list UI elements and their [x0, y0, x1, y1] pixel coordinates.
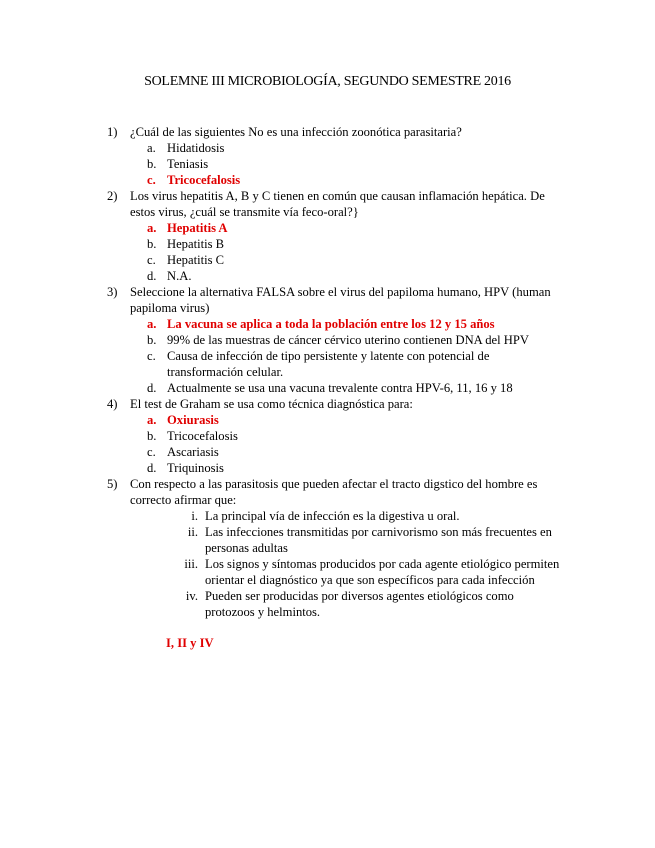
option-letter: c.	[147, 349, 156, 363]
statement-numeral: ii.	[187, 525, 198, 539]
option-text: Teniasis	[167, 157, 209, 171]
option-letter: c.	[147, 253, 156, 267]
option-text: Hepatitis C	[167, 253, 225, 267]
option-3d	[0, 380, 562, 396]
question-number: 1)	[107, 125, 118, 139]
option-2b	[0, 236, 562, 252]
question-2	[0, 188, 560, 220]
option-letter: a.	[147, 141, 156, 155]
option-letter: d.	[147, 269, 157, 283]
question-number: 5)	[107, 477, 118, 491]
option-3c	[0, 348, 562, 380]
option-letter: b.	[147, 429, 157, 443]
statement-text: Pueden ser producidas por diversos agentes etiológicos como protozoos y helmintos.	[205, 589, 514, 619]
option-text: Hidatidosis	[167, 141, 225, 155]
option-letter: b.	[147, 157, 157, 171]
question-list	[0, 124, 655, 651]
question-3	[0, 284, 560, 316]
option-text: Triquinosis	[167, 461, 224, 475]
option-4d	[0, 460, 562, 476]
option-letter: a.	[147, 413, 157, 427]
question-1	[0, 124, 560, 140]
option-text: Oxiurasis	[167, 413, 219, 427]
option-letter: b.	[147, 333, 157, 347]
option-text: Hepatitis A	[167, 221, 228, 235]
option-4b	[0, 428, 562, 444]
statement-numeral: i.	[191, 509, 198, 523]
question-text: Seleccione la alternativa FALSA sobre el virus del papiloma humano, HPV (human papiloma virus)	[130, 285, 551, 315]
statement-iii	[0, 556, 560, 588]
option-text: Ascariasis	[167, 445, 219, 459]
option-2c	[0, 252, 562, 268]
option-text: Tricocefalosis	[167, 429, 238, 443]
option-text: La vacuna se aplica a toda la población entre los 12 y 15 años	[167, 317, 495, 331]
option-4c	[0, 444, 562, 460]
option-text: Causa de infección de tipo persistente y latente con potencial de transformación celular.	[167, 349, 490, 379]
statement-text: Las infecciones transmitidas por carnivorismo son más frecuentes en personas adultas	[205, 525, 552, 555]
statement-i	[0, 508, 560, 524]
statement-text: La principal vía de infección es la digestiva u oral.	[205, 509, 460, 523]
option-text: N.A.	[167, 269, 192, 283]
question-number: 4)	[107, 397, 118, 411]
option-letter: a.	[147, 221, 157, 235]
statement-numeral: iv.	[185, 589, 198, 603]
option-1c-correct	[0, 172, 562, 188]
question-number: 2)	[107, 189, 118, 203]
option-2a-correct	[0, 220, 562, 236]
option-text: Hepatitis B	[167, 237, 225, 251]
option-letter: a.	[147, 317, 157, 331]
statement-numeral: iii.	[184, 557, 198, 571]
page-title: SOLEMNE III MICROBIOLOGÍA, SEGUNDO SEMESTRE 2016	[144, 74, 511, 89]
option-letter: d.	[147, 381, 157, 395]
option-2d	[0, 268, 562, 284]
statement-ii	[0, 524, 560, 556]
option-text: Actualmente se usa una vacuna trevalente contra HPV-6, 11, 16 y 18	[167, 381, 513, 395]
question-text: Los virus hepatitis A, B y C tienen en común que causan inflamación hepática. De estos virus, ¿cuál se transmite vía feco-oral?}	[130, 189, 545, 219]
option-text: Tricocefalosis	[167, 173, 241, 187]
option-4a-correct	[0, 412, 562, 428]
option-3a-correct	[0, 316, 562, 332]
option-text: 99% de las muestras de cáncer cérvico uterino contienen DNA del HPV	[167, 333, 529, 347]
question-text: ¿Cuál de las siguientes No es una infección zoonótica parasitaria?	[130, 125, 462, 139]
statement-text: Los signos y síntomas producidos por cada agente etiológico permiten orientar el diagnóstico ya que son específicos para cada infección	[205, 557, 560, 587]
question-4	[0, 396, 560, 412]
statement-iv	[0, 588, 560, 620]
option-letter: b.	[147, 237, 157, 251]
option-letter: c.	[147, 173, 156, 187]
option-3b	[0, 332, 562, 348]
question-text: Con respecto a las parasitosis que pueden afectar el tracto digstico del hombre es correcto afirmar que:	[130, 477, 538, 507]
question-text: El test de Graham se usa como técnica diagnóstica para:	[130, 397, 413, 411]
question-number: 3)	[107, 285, 118, 299]
option-1b	[0, 156, 562, 172]
option-letter: c.	[147, 445, 156, 459]
option-letter: d.	[147, 461, 157, 475]
option-1a	[0, 140, 562, 156]
question-5	[0, 476, 560, 508]
question-5-answer: I, II y IV	[166, 636, 214, 650]
